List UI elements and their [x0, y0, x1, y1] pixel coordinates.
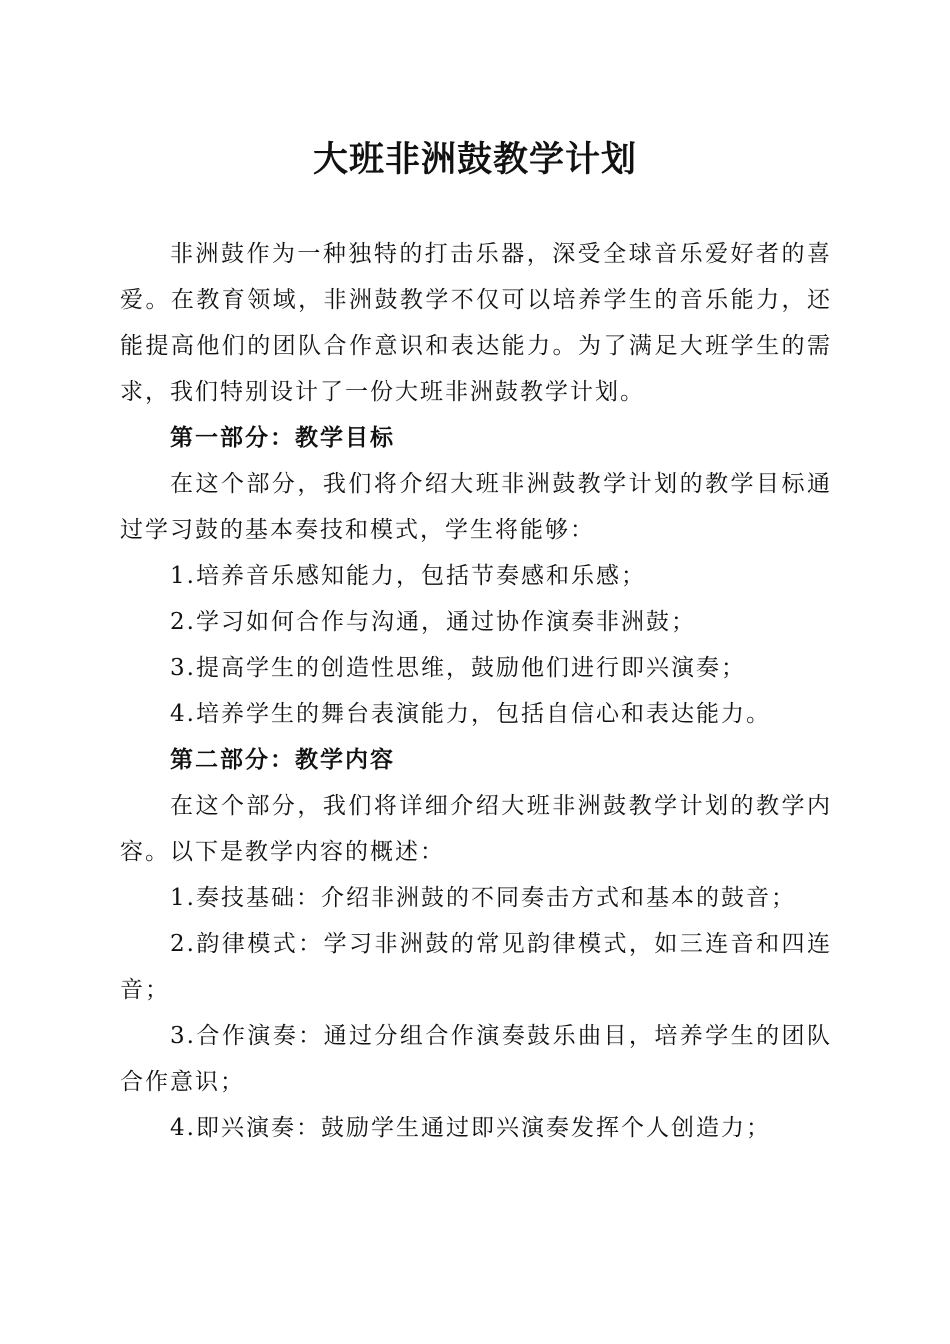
- goal-item: 1.培养音乐感知能力，包括节奏感和乐感；: [170, 563, 646, 589]
- section-heading-content: 第二部分：教学内容: [170, 746, 395, 773]
- goal-item: 4.培养学生的舞台表演能力，包括自信心和表达能力。: [170, 701, 771, 727]
- section-heading-goals: 第一部分：教学目标: [170, 424, 395, 451]
- goal-item: 2.学习如何合作与沟通，通过协作演奏非洲鼓；: [170, 609, 696, 635]
- content-intro-paragraph: 在这个部分，我们将详细介绍大班非洲鼓教学计划的教学内容。以下是教学内容的概述：: [120, 793, 832, 865]
- document-body: [120, 231, 832, 1151]
- content-item: 2.韵律模式：学习非洲鼓的常见韵律模式，如三连音和四连音；: [120, 931, 832, 1003]
- content-item: 4.即兴演奏：鼓励学生通过即兴演奏发挥个人创造力；: [170, 1115, 771, 1141]
- document-title: 大班非洲鼓教学计划: [312, 139, 637, 180]
- content-item: 3.合作演奏：通过分组合作演奏鼓乐曲目，培养学生的团队合作意识；: [120, 1023, 832, 1095]
- content-item: 1.奏技基础：介绍非洲鼓的不同奏击方式和基本的鼓音；: [170, 885, 796, 911]
- goals-intro-paragraph: 在这个部分，我们将介绍大班非洲鼓教学计划的教学目标通过学习鼓的基本奏技和模式，学生将能够：: [120, 471, 832, 543]
- goal-item: 3.提高学生的创造性思维，鼓励他们进行即兴演奏；: [170, 655, 746, 681]
- intro-paragraph: 非洲鼓作为一种独特的打击乐器，深受全球音乐爱好者的喜爱。在教育领域，非洲鼓教学不仅可以培养学生的音乐能力，还能提高他们的团队合作意识和表达能力。为了满足大班学生的需求，我们特别设计了一份大班非洲鼓教学计划。: [120, 241, 832, 405]
